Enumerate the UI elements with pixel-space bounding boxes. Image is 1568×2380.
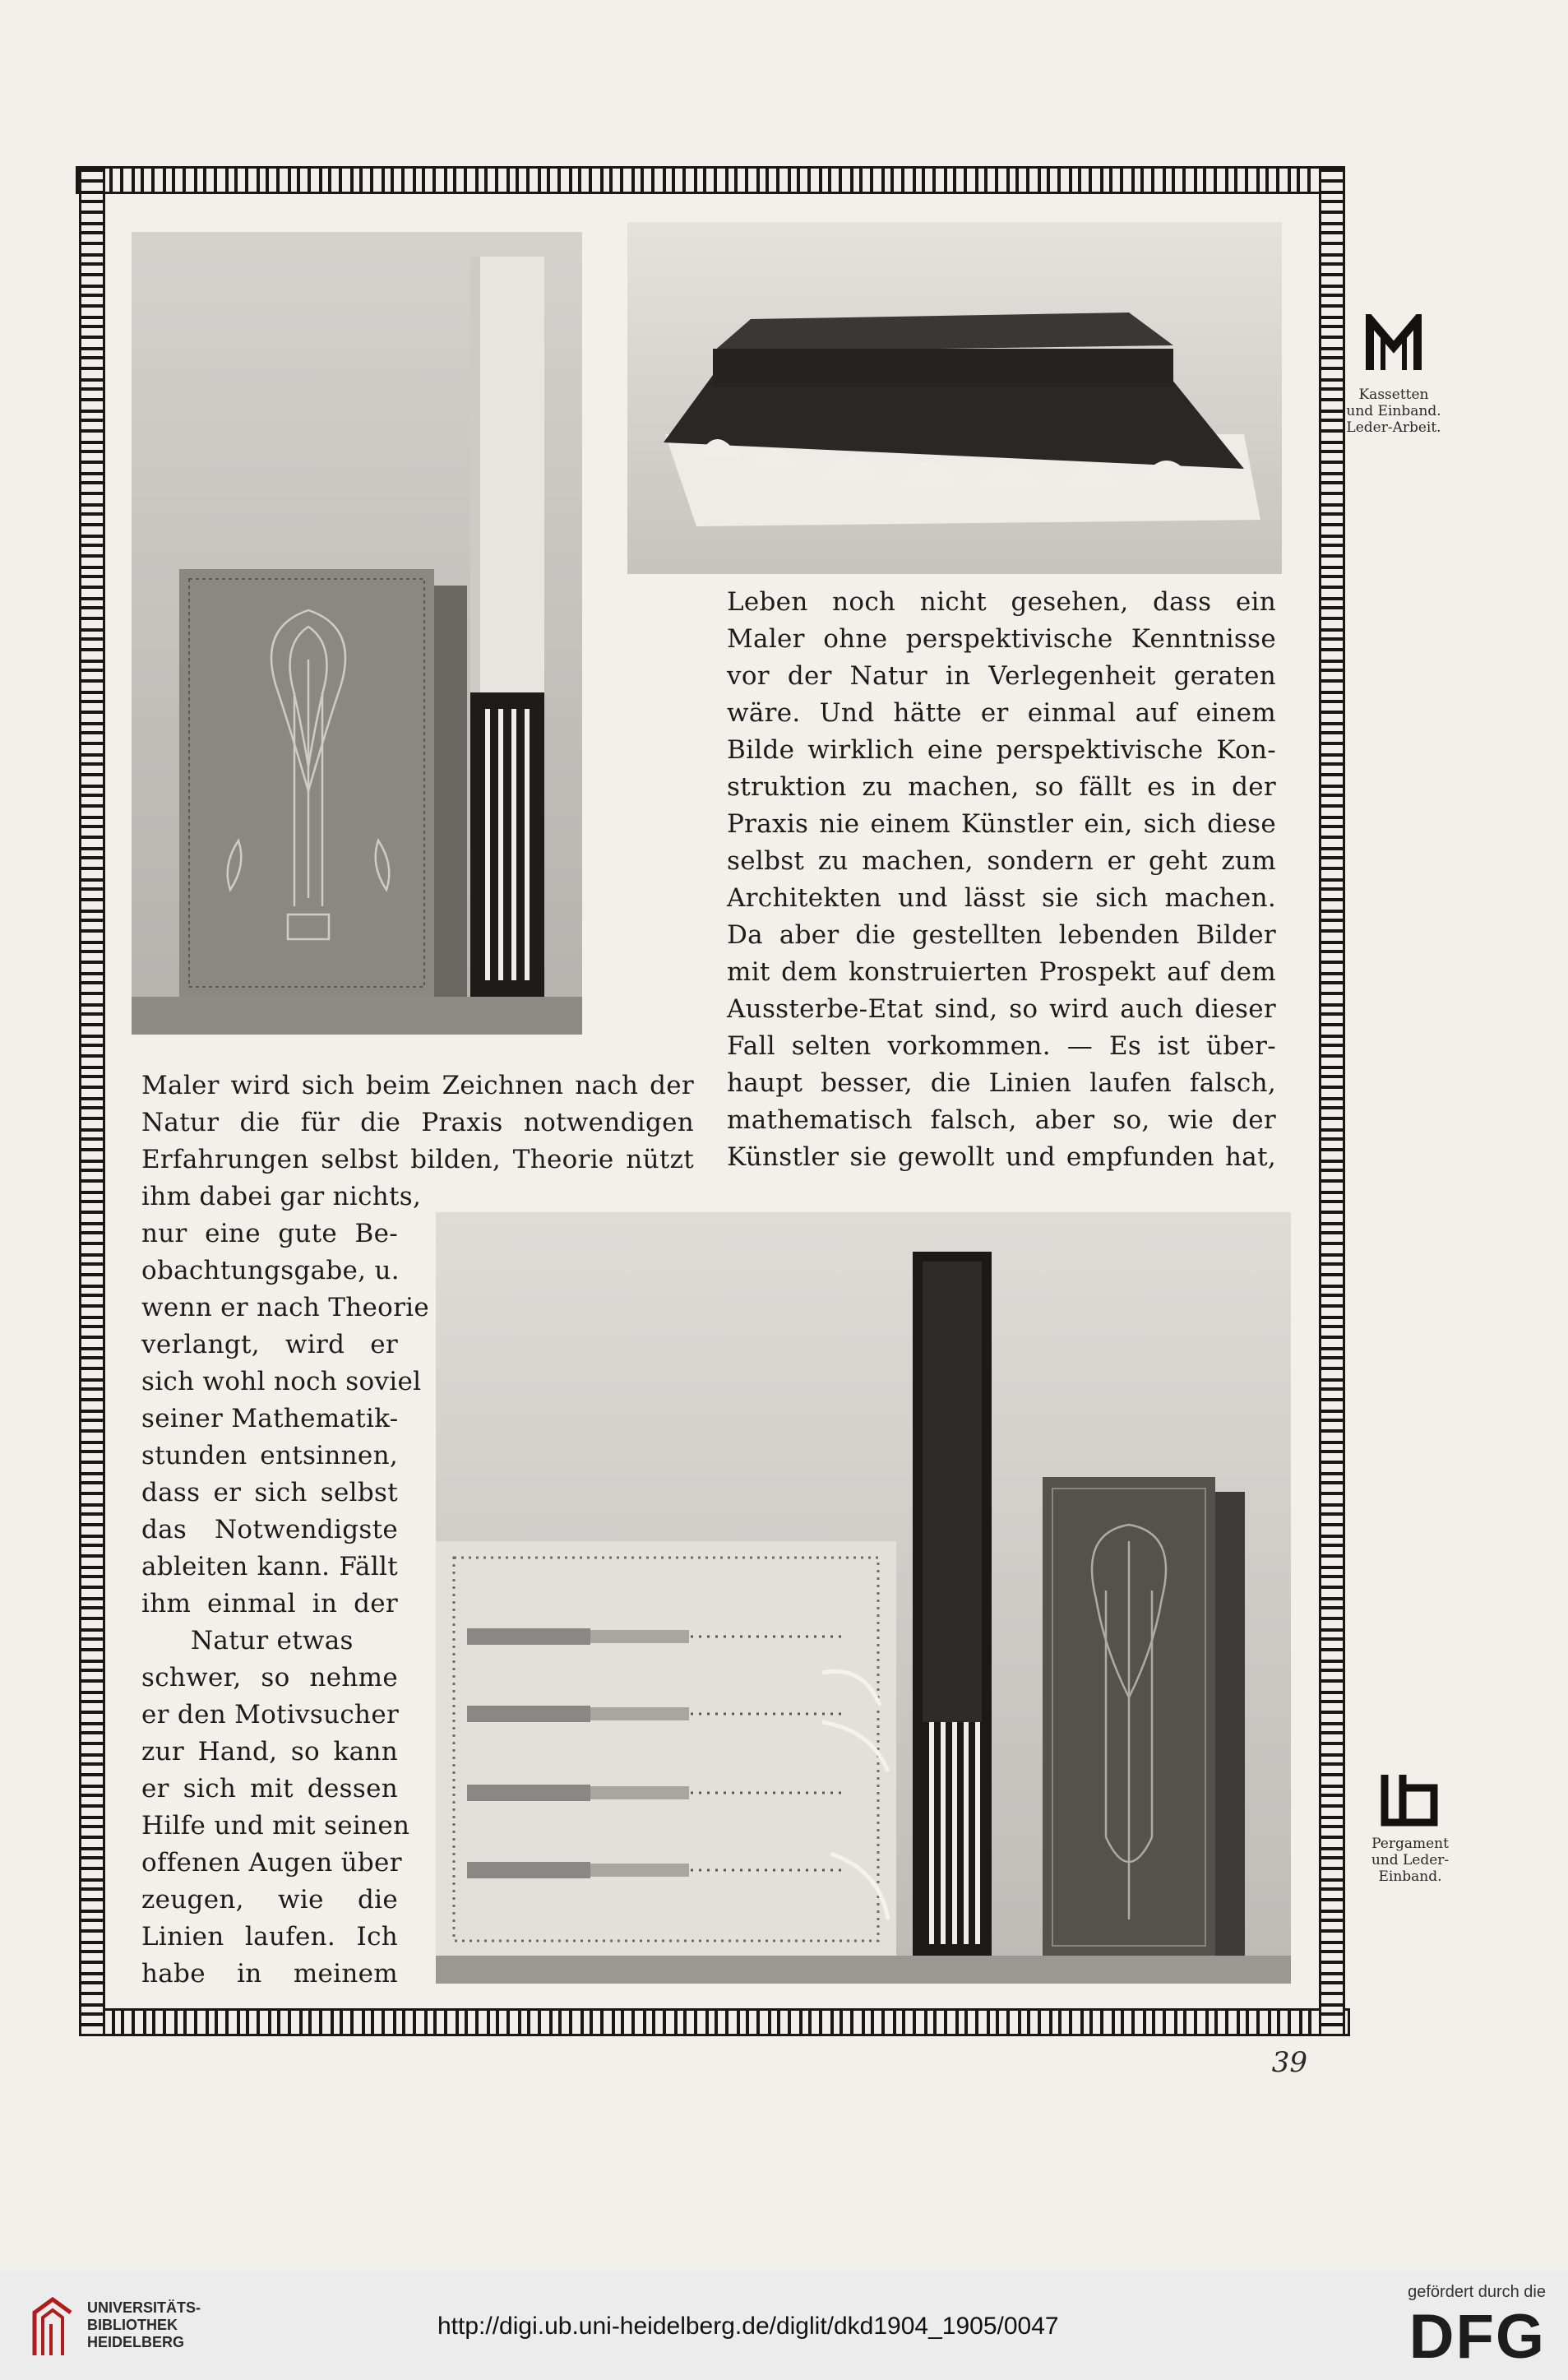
right-text-line: Künstler sie gewollt und empfunden hat,: [727, 1142, 1276, 1172]
mark-caption-bottom: [1348, 1836, 1472, 1885]
mark-caption-line: Einband.: [1378, 1868, 1442, 1885]
library-name-line: HEIDELBERG: [87, 2334, 185, 2350]
left-text-line: wenn er nach Theorie: [141, 1293, 430, 1322]
page-number: 39: [1271, 2046, 1307, 2079]
right-text-line: Fall selten vorkommen. — Es ist über-: [727, 1031, 1276, 1061]
right-text-line: Architekten und lässt sie sich machen.: [727, 883, 1276, 913]
mark-caption-line: Pergament: [1371, 1836, 1449, 1852]
library-logo-icon: [28, 2288, 77, 2362]
library-name-line: BIBLIOTHEK: [87, 2317, 178, 2333]
right-text-line: Praxis nie einem Künstler ein, sich diese: [727, 809, 1276, 839]
mark-caption-top: [1332, 387, 1455, 436]
left-text-line: Natur etwas: [191, 1626, 354, 1655]
left-text-line: Linien laufen. Ich: [141, 1922, 398, 1952]
right-text-line: vor der Natur in Verlegenheit geraten: [727, 661, 1276, 691]
left-text-line: dass er sich selbst: [141, 1478, 398, 1507]
left-text-line: Hilfe und mit seinen: [141, 1811, 410, 1841]
right-text-line: selbst zu machen, sondern er geht zum: [727, 846, 1276, 876]
border-top: [76, 166, 1345, 194]
right-text-line: haupt besser, die Linien laufen falsch,: [727, 1068, 1276, 1098]
right-text-line: Maler ohne perspektivische Kenntnisse: [727, 624, 1276, 654]
border-left: [79, 166, 105, 2036]
left-text-line: zeugen, wie die: [141, 1885, 398, 1915]
right-text-line: Aussterbe-Etat sind, so wird auch dieser: [727, 994, 1276, 1024]
right-text-line: Da aber die gestellten lebenden Bilder: [727, 920, 1276, 950]
left-text-line: seiner Mathematik-: [141, 1404, 399, 1433]
left-text-line: nur eine gute Be-: [141, 1219, 398, 1248]
mark-caption-line: und Einband.: [1346, 403, 1441, 419]
book-and-ruler-illustration: [132, 232, 582, 1035]
right-text-line: Bilde wirklich eine perspektivische Kon-: [727, 735, 1276, 765]
casket-illustration: [627, 222, 1282, 574]
right-text-line: mit dem konstruierten Prospekt auf dem: [727, 957, 1276, 987]
left-text-line: ihm dabei gar nichts,: [141, 1182, 422, 1211]
left-text-line: obachtungsgabe, u.: [141, 1256, 400, 1285]
dfg-logo: DFG: [1408, 2302, 1546, 2372]
monogram-mark-top: [1365, 314, 1422, 373]
left-text-line: verlangt, wird er: [141, 1330, 398, 1359]
footer-bar: [0, 2271, 1568, 2380]
monogram-mark-bottom: [1380, 1770, 1439, 1827]
photo-book-and-ruler: [132, 232, 582, 1035]
left-text-line: sich wohl noch soviel: [141, 1367, 422, 1396]
border-bottom: [87, 2008, 1350, 2036]
mark-caption-line: und Leder-: [1371, 1852, 1450, 1868]
funding-label: gefördert durch die: [1408, 2283, 1546, 2301]
left-text-line: offenen Augen über: [141, 1848, 402, 1878]
left-text-line: schwer, so nehme: [141, 1663, 398, 1692]
left-text-line: ihm einmal in der: [141, 1589, 398, 1618]
left-text-line: das Notwendigste: [141, 1515, 398, 1544]
mark-caption-line: Leder-Arbeit.: [1346, 419, 1441, 436]
library-name: [87, 2299, 201, 2351]
monogram-m-icon: [1365, 314, 1422, 373]
left-text-line: zur Hand, so kann: [141, 1737, 398, 1766]
photo-portfolio-ruler-book: [436, 1212, 1291, 1984]
left-text-line: er den Motivsucher: [141, 1700, 400, 1729]
left-text-line: Erfahrungen selbst bilden, Theorie nützt: [141, 1145, 694, 1174]
left-text-line: stunden entsinnen,: [141, 1441, 398, 1470]
right-text-line: mathematisch falsch, aber so, wie der: [727, 1105, 1276, 1135]
photo-leather-casket: [627, 222, 1282, 574]
left-text-line: er sich mit dessen: [141, 1774, 398, 1804]
border-right: [1319, 166, 1345, 2036]
right-text-line: wäre. Und hätte er einmal auf einem: [727, 698, 1276, 728]
mark-caption-line: Kassetten: [1358, 387, 1429, 403]
left-text-line: habe in meinem: [141, 1959, 398, 1989]
library-name-line: UNIVERSITÄTS-: [87, 2299, 201, 2316]
left-text-line: ableiten kann. Fällt: [141, 1552, 398, 1581]
right-text-line: Leben noch nicht gesehen, dass ein: [727, 587, 1276, 617]
monogram-bracket-icon: [1380, 1770, 1439, 1827]
left-text-line: Natur die für die Praxis notwendigen: [141, 1108, 694, 1137]
left-text-line: Maler wird sich beim Zeichnen nach der: [141, 1071, 694, 1100]
right-text-line: struktion zu machen, so fällt es in der: [727, 772, 1276, 802]
portfolio-ruler-book-illustration: [436, 1212, 1291, 1984]
source-url-link[interactable]: http://digi.ub.uni-heidelberg.de/diglit/dkd1904_1905/0047: [437, 2313, 1059, 2340]
